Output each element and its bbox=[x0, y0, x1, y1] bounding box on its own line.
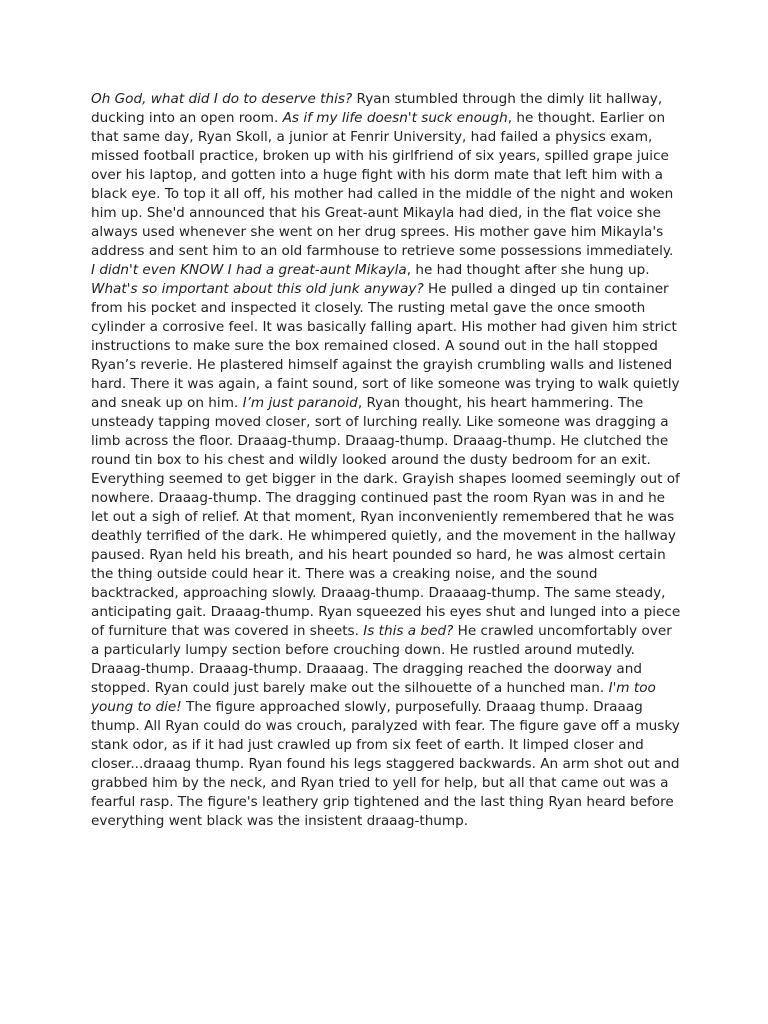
narrative-text: , he thought. Earlier on that same day, Ryan Skoll, a junior at Fenrir University, had failed a physics exam, missed football practice, broken up with his girlfriend of six years, spilled grape juice over his laptop, and gotten into a huge fight with his dorm mate that left him with a black eye. To top it all off, his mother had called in the middle of the night and woken him up. She'd announced that his Great-aunt Mikayla had died, in the flat voice she always used whenever she went on her drug sprees. His mother gave him Mikayla's address and sent him to an old farmhouse to retrieve some possessions immediately. bbox=[91, 110, 674, 259]
narrative-text: , Ryan thought, his heart hammering. The unsteady tapping moved closer, sort of lurching really. Like someone was dragging a limb across the floor. Draaag-thump. Draaag-thump. Draaag-thump. He clutched the round tin box to his chest and wildly looked around the dusty bedroom for an exit. Everything seemed to get bigger in the dark. Grayish shapes loomed seemingly out of nowhere. Draaag-thump. The dragging continued past the room Ryan was in and he let out a sigh of relief. At that moment, Ryan inconveniently remembered that he was deathly terrified of the dark. He whimpered quietly, and the movement in the hallway paused. Ryan held his breath, and his heart pounded so hard, he was almost certain the thing outside could hear it. There was a creaking noise, and the sound backtracked, approaching slowly. Draaag-thump. Draaaag-thump. The same steady, anticipating gait. Draaag-thump. Ryan squeezed his eyes shut and lunged into a piece of furniture that was covered in sheets. bbox=[91, 395, 681, 639]
italic-thought-text: I’m just paranoid bbox=[242, 395, 358, 411]
italic-thought-text: Is this a bed? bbox=[363, 623, 454, 639]
narrative-text: He crawled uncomfortably over a particularly lumpy section before crouching down. He rustled around mutedly. Draaag-thump. Draaag-thump. Draaaag. The dragging reached the doorway and stopped. Ryan could just barely make out the silhouette of a hunched man. bbox=[91, 623, 672, 696]
italic-thought-text: As if my life doesn't suck enough bbox=[282, 110, 508, 126]
narrative-text: The figure approached slowly, purposefully. Draaag thump. Draaag thump. All Ryan could do was crouch, paralyzed with fear. The figure gave off a musky stank odor, as if it had just crawled up from six feet of earth. It limped closer and closer...draaag thump. Ryan found his legs staggered backwards. An arm shot out and grabbed him by the neck, and Ryan tried to yell for help, but all that came out was a fearful rasp. The figure's leathery grip tightened and the last thing Ryan heard before everything went black was the insistent draaag-thump. bbox=[91, 699, 680, 829]
italic-thought-text: Oh God, what did I do to deserve this? bbox=[91, 91, 353, 107]
narrative-text: , he had thought after she hung up. bbox=[406, 262, 650, 278]
italic-thought-text: What's so important about this old junk anyway? bbox=[91, 281, 424, 297]
italic-thought-text: I didn't even KNOW I had a great-aunt Mikayla bbox=[91, 262, 407, 278]
narrative-text: Ryan stumbled through the dimly lit hallway, ducking into an open room. bbox=[91, 91, 663, 126]
italic-thought-text: I'm too young to die! bbox=[91, 680, 656, 715]
narrative-text: He pulled a dinged up tin container from his pocket and inspected it closely. The rusting metal gave the once smooth cylinder a corrosive feel. It was basically falling apart. His mother had given him strict instructions to make sure the box remained closed. A sound out in the hall stopped Ryan’s reverie. He plastered himself against the grayish crumbling walls and listened hard. There it was again, a faint sound, sort of like someone was trying to walk quietly and sneak up on him. bbox=[91, 281, 680, 411]
story-paragraph bbox=[91, 90, 681, 831]
